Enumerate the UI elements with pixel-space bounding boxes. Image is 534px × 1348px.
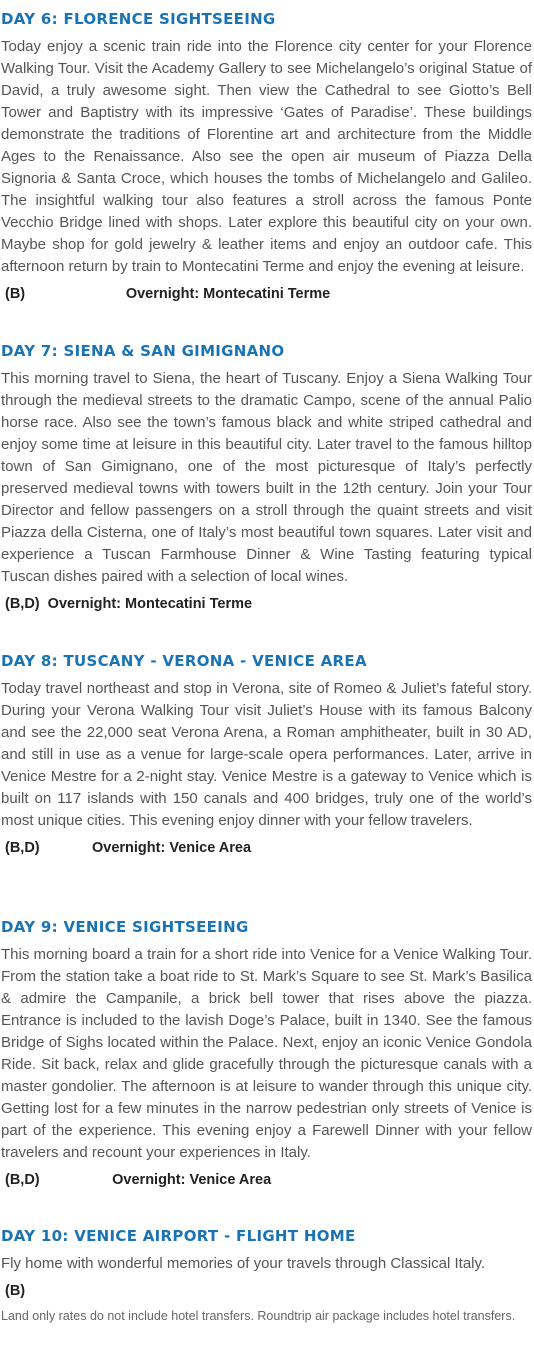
day-10-title: DAY 10: VENICE AIRPORT - FLIGHT HOME xyxy=(1,1227,356,1245)
day-7-title: DAY 7: SIENA & SAN GIMIGNANO xyxy=(1,342,285,360)
day-7-meals-overnight: (B,D) Overnight: Montecatini Terme xyxy=(5,596,253,612)
day-9-meals-overnight: (B,D) Overnight: Venice Area xyxy=(5,1172,272,1188)
day-6-meals-overnight: (B) Overnight: Montecatini Terme xyxy=(5,286,331,302)
day-8-section xyxy=(1,652,532,858)
day-8-meals-overnight: (B,D) Overnight: Venice Area xyxy=(5,840,252,856)
day-6-section xyxy=(1,10,532,304)
day-8-title: DAY 8: TUSCANY - VERONA - VENICE AREA xyxy=(1,652,367,670)
day-9-section xyxy=(1,918,532,1190)
day-10-description: Fly home with wonderful memories of your travels through Classical Italy. xyxy=(1,1255,486,1272)
day-9-title: DAY 9: VENICE SIGHTSEEING xyxy=(1,918,249,936)
day-6-title: DAY 6: FLORENCE SIGHTSEEING xyxy=(1,10,276,28)
day-9-description: This morning board a train for a short ride into Venice for a Venice Walking Tour. From the station take a boat ride to St. Mark’s Square to see St. Mark’s Basilica & admire the Campanile, a brick bell tower that rises above the piazza. Entrance is included to the lavish Doge’s Palace, built in 1340. See the famous Bridge of Sighs located within the Palace. Next, enjoy an iconic Venice Gondola Ride. Sit back, relax and glide gracefully through the picturesque canals with a master gondolier. The afternoon is at leisure to wander through this unique city. Getting lost for a few minutes in the narrow pedestrian only streets of Venice is part of the experience. This evening enjoy a Farewell Dinner with your fellow travelers and recount your experiences in Italy. xyxy=(1,946,532,1161)
day-10-section xyxy=(1,1227,532,1326)
day-8-description: Today travel northeast and stop in Verona, site of Romeo & Juliet’s fateful story. During your Verona Walking Tour visit Juliet’s House with its famous Balcony and see the 22,000 seat Verona Arena, a Roman amphitheater, built in 30 AD, and still in use as a venue for large-scale opera performances. Later, arrive in Venice Mestre for a 2-night stay. Venice Mestre is a gateway to Venice which is built on 117 islands with 150 canals and 400 bridges, truly one of the world’s most unique cities. This evening enjoy dinner with your fellow travelers. xyxy=(1,680,532,829)
day-6-description: Today enjoy a scenic train ride into the Florence city center for your Florence Walking Tour. Visit the Academy Gallery to see Michelangelo’s original Statue of David, a truly awesome sight. Then view the Cathedral to see Giotto’s Bell Tower and Baptistry with its impressive ‘Gates of Paradise’. These buildings demonstrate the traditions of Florentine art and architecture from the Middle Ages to the Renaissance. Also see the open air museum of Piazza Della Signoria & Santa Croce, which houses the tombs of Michelangelo and Galileo. The insightful walking tour also features a stroll across the famous Ponte Vecchio Bridge lined with shops. Later explore this beautiful city on your own. Maybe shop for gold jewelry & leather items and enjoy an outdoor cafe. This afternoon return by train to Montecatini Terme and enjoy the evening at leisure. xyxy=(1,38,532,275)
transfer-footnote: Land only rates do not include hotel transfers. Roundtrip air package includes hotel transfers. xyxy=(1,1309,516,1323)
day-7-section xyxy=(1,342,532,614)
day-7-description: This morning travel to Siena, the heart of Tuscany. Enjoy a Siena Walking Tour through the medieval streets to the dramatic Campo, scene of the annual Palio horse race. Also see the town’s famous black and white striped cathedral and enjoy some time at leisure in this beautiful city. Later travel to the famous hilltop town of San Gimignano, one of the most picturesque of Italy’s perfectly preserved medieval towns with towers built in the 12th century. Join your Tour Director and fellow passengers on a stroll through the quaint streets and visit Piazza della Cisterna, one of Italy’s most beautiful town squares. Later visit and experience a Tuscan Farmhouse Dinner & Wine Tasting featuring typical Tuscan dishes paired with a selection of local wines. xyxy=(1,370,532,585)
day-10-meals: (B) xyxy=(5,1283,26,1299)
